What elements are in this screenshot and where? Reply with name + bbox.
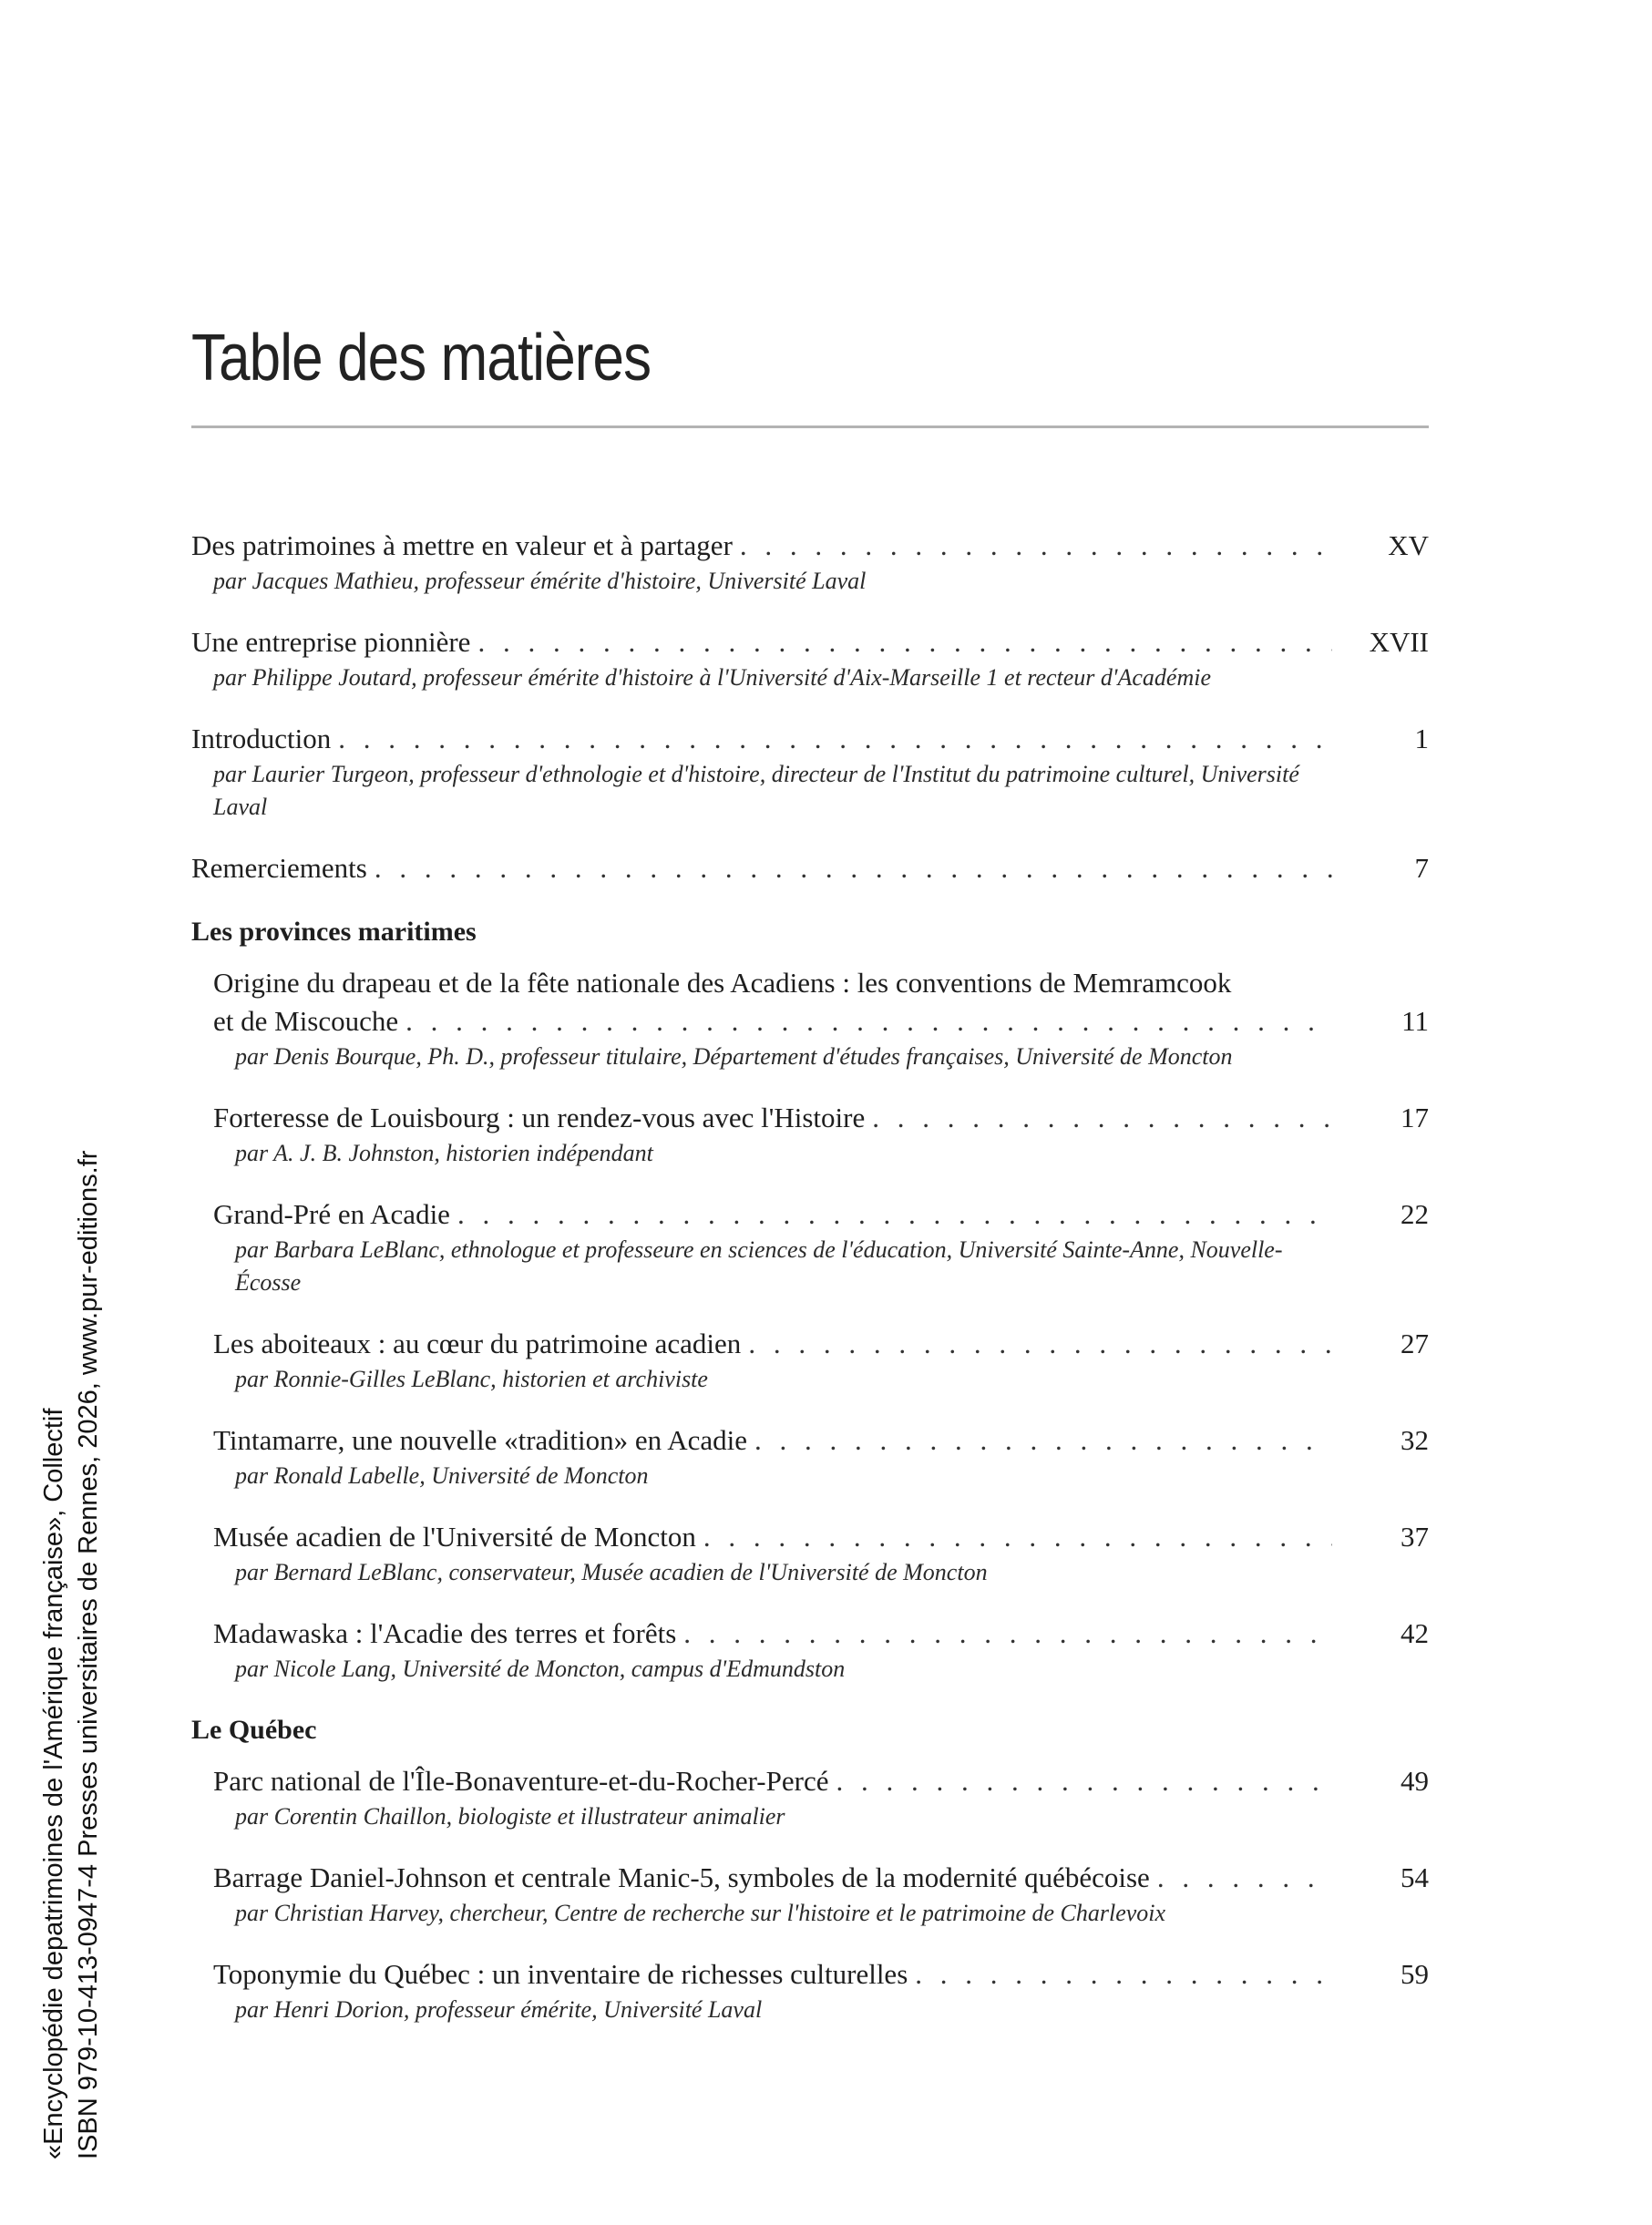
dot-leader <box>703 1518 1332 1556</box>
toc-entry-author: par Ronnie-Gilles LeBlanc, historien et archiviste <box>235 1366 708 1392</box>
dot-leader <box>477 623 1332 661</box>
section-heading: Les provinces maritimes <box>191 917 477 947</box>
toc-entry-page: 42 <box>1401 1617 1429 1649</box>
toc-entry-page: 17 <box>1401 1102 1429 1133</box>
toc-entry-line <box>191 623 1429 661</box>
toc-entry-page: 49 <box>1401 1765 1429 1797</box>
toc-entry-line <box>213 1099 1429 1137</box>
toc-entry-author: par Bernard LeBlanc, conservateur, Musée acadien de l'Université de Moncton <box>235 1559 988 1585</box>
toc-entry <box>191 1325 1429 1396</box>
toc-entry <box>191 527 1429 598</box>
toc-entry-author: par A. J. B. Johnston, historien indépendant <box>235 1140 653 1166</box>
dot-leader <box>872 1099 1332 1137</box>
side-note-line1: «Encyclopédie depatrimoines de l'Amérique française», Collectif <box>39 1408 68 2159</box>
toc-entry-title: Toponymie du Québec : un inventaire de richesses culturelles <box>213 1958 908 1990</box>
toc-entry <box>191 1615 1429 1686</box>
section-heading: Le Québec <box>191 1715 317 1745</box>
toc-entry-title: Parc national de l'Île-Bonaventure-et-du-Rocher-Percé <box>213 1765 829 1797</box>
toc-entry <box>191 1955 1429 2026</box>
toc-entry-title: Des patrimoines à mettre en valeur et à partager <box>191 529 733 561</box>
toc-entry-author: par Christian Harvey, chercheur, Centre de recherche sur l'histoire et le patrimoine de Charlevoix <box>235 1900 1166 1926</box>
toc-entry-line <box>213 1955 1429 1994</box>
dot-leader <box>740 527 1332 565</box>
toc-entry-title: Barrage Daniel-Johnson et centrale Manic-5, symboles de la modernité québécoise <box>213 1861 1150 1893</box>
toc-entry-title: Introduction <box>191 723 332 754</box>
toc-entry-line <box>191 720 1429 758</box>
dot-leader <box>405 1002 1332 1041</box>
toc-entry-line <box>213 1762 1429 1800</box>
toc-entry <box>191 1859 1429 1930</box>
toc-entry-line <box>191 527 1429 565</box>
toc-entry-title: Grand-Pré en Acadie <box>213 1198 450 1230</box>
table-of-contents <box>191 527 1429 2052</box>
dot-leader <box>836 1762 1332 1800</box>
side-note-line2: ISBN 979-10-413-0947-4 Presses universitaires de Rennes, 2026, www.pur-editions.fr <box>74 1150 103 2159</box>
toc-entry-author: par Denis Bourque, Ph. D., professeur titulaire, Département d'études françaises, Université de Moncton <box>235 1043 1233 1070</box>
toc-entry-line <box>213 1325 1429 1363</box>
toc-entry-page: 54 <box>1401 1861 1429 1893</box>
toc-entry-title: Forteresse de Louisbourg : un rendez-vous avec l'Histoire <box>213 1102 866 1133</box>
toc-entry <box>191 849 1429 887</box>
toc-entry-page: 32 <box>1401 1424 1429 1456</box>
toc-entry-page: 11 <box>1401 1005 1429 1037</box>
toc-entry-page: XV <box>1388 529 1429 561</box>
toc-entry-line <box>213 1002 1429 1041</box>
toc-entry-author: par Corentin Chaillon, biologiste et illustrateur animalier <box>235 1803 785 1830</box>
toc-entry-author: par Jacques Mathieu, professeur émérite d'histoire, Université Laval <box>213 568 867 594</box>
toc-entry-title: Une entreprise pionnière <box>191 626 471 658</box>
page-title: Table des matières <box>191 322 652 395</box>
toc-entry-line <box>213 1859 1429 1897</box>
toc-entry <box>191 1195 1429 1299</box>
toc-entry-page: XVII <box>1369 626 1429 658</box>
toc-entry <box>191 1099 1429 1170</box>
toc-entry-title: Tintamarre, une nouvelle «tradition» en Acadie <box>213 1424 747 1456</box>
toc-entry-line <box>213 1615 1429 1653</box>
toc-entry-page: 1 <box>1414 723 1429 754</box>
dot-leader <box>457 1195 1332 1234</box>
toc-entry-page: 37 <box>1401 1521 1429 1553</box>
toc-entry-title: Musée acadien de l'Université de Moncton <box>213 1521 696 1553</box>
toc-entry-title: et de Miscouche <box>213 1005 399 1037</box>
toc-entry <box>191 1762 1429 1833</box>
dot-leader <box>754 1421 1332 1460</box>
dot-leader <box>1157 1859 1332 1897</box>
title-divider <box>191 426 1429 428</box>
dot-leader <box>748 1325 1332 1363</box>
toc-entry-line <box>213 1518 1429 1556</box>
copyright-side-note <box>36 1066 106 2159</box>
toc-entry-author: par Ronald Labelle, Université de Moncton <box>235 1462 649 1489</box>
toc-entry-author: par Henri Dorion, professeur émérite, Université Laval <box>235 1996 763 2023</box>
dot-leader <box>338 720 1332 758</box>
dot-leader <box>915 1955 1332 1994</box>
toc-entry-line <box>213 1421 1429 1460</box>
toc-entry-author: par Barbara LeBlanc, ethnologue et professeure en sciences de l'éducation, Université Sainte-Anne, Nouvelle-Écosse <box>235 1236 1283 1296</box>
toc-entry-author: par Nicole Lang, Université de Moncton, campus d'Edmundston <box>235 1656 846 1682</box>
toc-entry-page: 22 <box>1401 1198 1429 1230</box>
dot-leader <box>375 849 1332 887</box>
dot-leader <box>683 1615 1332 1653</box>
toc-entry <box>191 1421 1429 1492</box>
toc-entry-title: Madawaska : l'Acadie des terres et forêts <box>213 1617 677 1649</box>
toc-entry <box>191 623 1429 694</box>
toc-entry <box>191 964 1429 1073</box>
toc-entry-author: par Laurier Turgeon, professeur d'ethnologie et d'histoire, directeur de l'Institut du patrimoine culturel, Université Laval <box>213 761 1299 820</box>
toc-entry-page: 27 <box>1401 1328 1429 1359</box>
toc-entry-page: 59 <box>1401 1958 1429 1990</box>
toc-entry-page: 7 <box>1414 852 1429 884</box>
toc-entry <box>191 720 1429 824</box>
toc-entry-line <box>191 849 1429 887</box>
toc-entry-title-line1: Origine du drapeau et de la fête nationale des Acadiens : les conventions de Memramcook <box>213 967 1232 999</box>
toc-entry-title: Les aboiteaux : au cœur du patrimoine acadien <box>213 1328 742 1359</box>
toc-entry-author: par Philippe Joutard, professeur émérite d'histoire à l'Université d'Aix-Marseille 1 et recteur d'Académie <box>213 664 1211 691</box>
toc-entry-line <box>213 1195 1429 1234</box>
toc-entry <box>191 1518 1429 1589</box>
toc-entry-title: Remerciements <box>191 852 367 884</box>
